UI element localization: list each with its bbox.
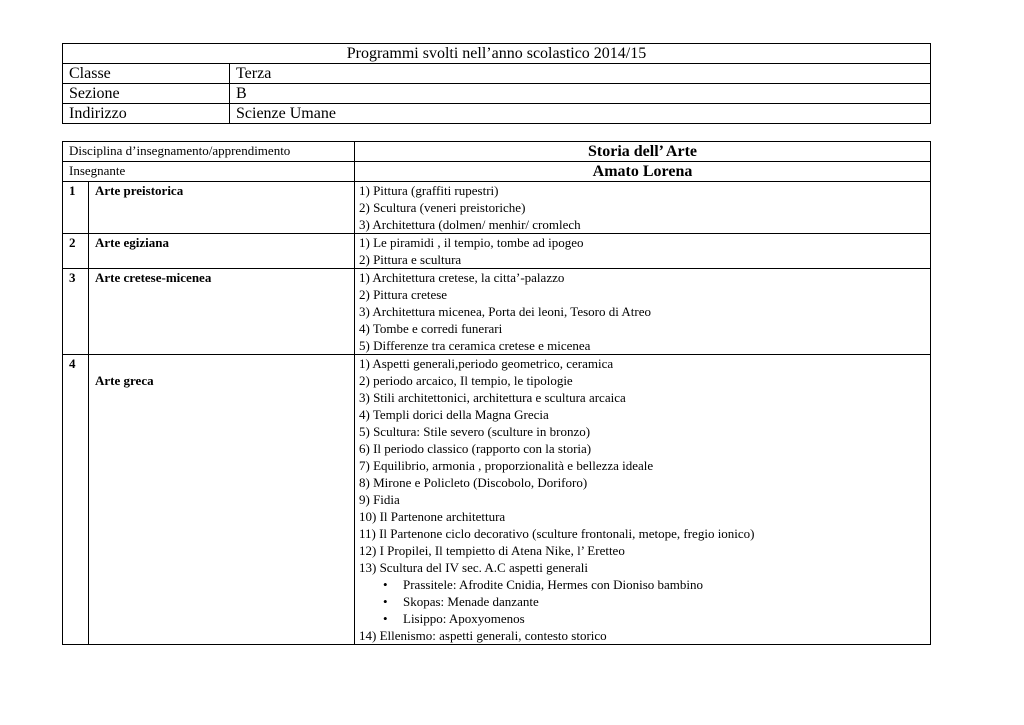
value-classe: Terza: [230, 64, 931, 84]
topic-item: 4) Tombe e corredi funerari: [359, 321, 503, 336]
topic-item: 1) Le piramidi , il tempio, tombe ad ipogeo: [359, 235, 584, 250]
topic-item: 2) Scultura (veneri preistoriche): [359, 200, 526, 215]
section-row-4: [63, 355, 931, 645]
topic-item: 1) Architettura cretese, la citta’-palazzo: [359, 270, 565, 285]
teacher-value: Amato Lorena: [355, 162, 931, 182]
program-table: [62, 141, 931, 645]
bullet-item: [383, 593, 926, 610]
value-indirizzo: Scienze Umane: [230, 104, 931, 124]
bullet-list: [359, 576, 926, 627]
header-row-sezione: [63, 84, 931, 104]
section-number: 4: [63, 355, 89, 645]
bullet-item: [383, 576, 926, 593]
section-name: Arte greca: [95, 373, 154, 388]
section-row-3: [63, 269, 931, 355]
bullet-text: Skopas: Menade danzante: [403, 594, 539, 609]
value-sezione: B: [230, 84, 931, 104]
header-row-indirizzo: [63, 104, 931, 124]
discipline-row: [63, 142, 931, 162]
spacer: [95, 355, 348, 372]
bullet-icon: •: [383, 577, 388, 592]
section-topics: [355, 234, 931, 269]
topic-item: 9) Fidia: [359, 492, 400, 507]
label-classe: Classe: [63, 64, 230, 84]
topic-item: 7) Equilibrio, armonia , proporzionalità e bellezza ideale: [359, 458, 654, 473]
header-table: [62, 43, 931, 124]
section-name: Arte cretese-micenea: [89, 269, 355, 355]
topic-item: 10) Il Partenone architettura: [359, 509, 506, 524]
topic-item: 3) Architettura micenea, Porta dei leoni, Tesoro di Atreo: [359, 304, 651, 319]
section-row-2: [63, 234, 931, 269]
teacher-row: [63, 162, 931, 182]
topic-item: 6) Il periodo classico (rapporto con la storia): [359, 441, 592, 456]
section-topics: [355, 269, 931, 355]
section-name: Arte egiziana: [89, 234, 355, 269]
bullet-icon: •: [383, 594, 388, 609]
bullet-icon: •: [383, 611, 388, 626]
topic-item: 3) Architettura (dolmen/ menhir/ cromlech: [359, 217, 581, 232]
section-number: 1: [63, 182, 89, 234]
topic-item: 1) Aspetti generali,periodo geometrico, ceramica: [359, 356, 614, 371]
topic-item: 11) Il Partenone ciclo decorativo (sculture frontonali, metope, fregio ionico): [359, 526, 755, 541]
section-number: 3: [63, 269, 89, 355]
topic-item: 5) Scultura: Stile severo (sculture in bronzo): [359, 424, 591, 439]
section-topics: [355, 355, 931, 645]
document-title: Programmi svolti nell’anno scolastico 2014/15: [63, 44, 931, 64]
section-row-1: [63, 182, 931, 234]
section-topics: [355, 182, 931, 234]
topic-item: 8) Mirone e Policleto (Discobolo, Doriforo): [359, 475, 588, 490]
section-name-cell: [89, 355, 355, 645]
topic-item: 14) Ellenismo: aspetti generali, contesto storico: [359, 628, 607, 643]
bullet-text: Lisippo: Apoxyomenos: [403, 611, 525, 626]
topic-item: 5) Differenze tra ceramica cretese e micenea: [359, 338, 591, 353]
topic-item: 1) Pittura (graffiti rupestri): [359, 183, 499, 198]
topic-item: 2) Pittura e scultura: [359, 252, 462, 267]
topic-item: 4) Templi dorici della Magna Grecia: [359, 407, 549, 422]
topic-item: 12) I Propilei, Il tempietto di Atena Nike, l’ Eretteo: [359, 543, 625, 558]
header-row-classe: [63, 64, 931, 84]
bullet-text: Prassitele: Afrodite Cnidia, Hermes con Dioniso bambino: [403, 577, 704, 592]
topic-item: 3) Stili architettonici, architettura e scultura arcaica: [359, 390, 626, 405]
section-name: Arte preistorica: [89, 182, 355, 234]
bullet-item: [383, 610, 926, 627]
topic-item: 13) Scultura del IV sec. A.C aspetti generali: [359, 560, 589, 575]
topic-item: 2) periodo arcaico, Il tempio, le tipologie: [359, 373, 573, 388]
label-sezione: Sezione: [63, 84, 230, 104]
discipline-value: Storia dell’ Arte: [355, 142, 931, 162]
label-indirizzo: Indirizzo: [63, 104, 230, 124]
section-number: 2: [63, 234, 89, 269]
teacher-label: Insegnante: [63, 162, 355, 182]
topic-item: 2) Pittura cretese: [359, 287, 448, 302]
discipline-label: Disciplina d’insegnamento/apprendimento: [63, 142, 355, 162]
